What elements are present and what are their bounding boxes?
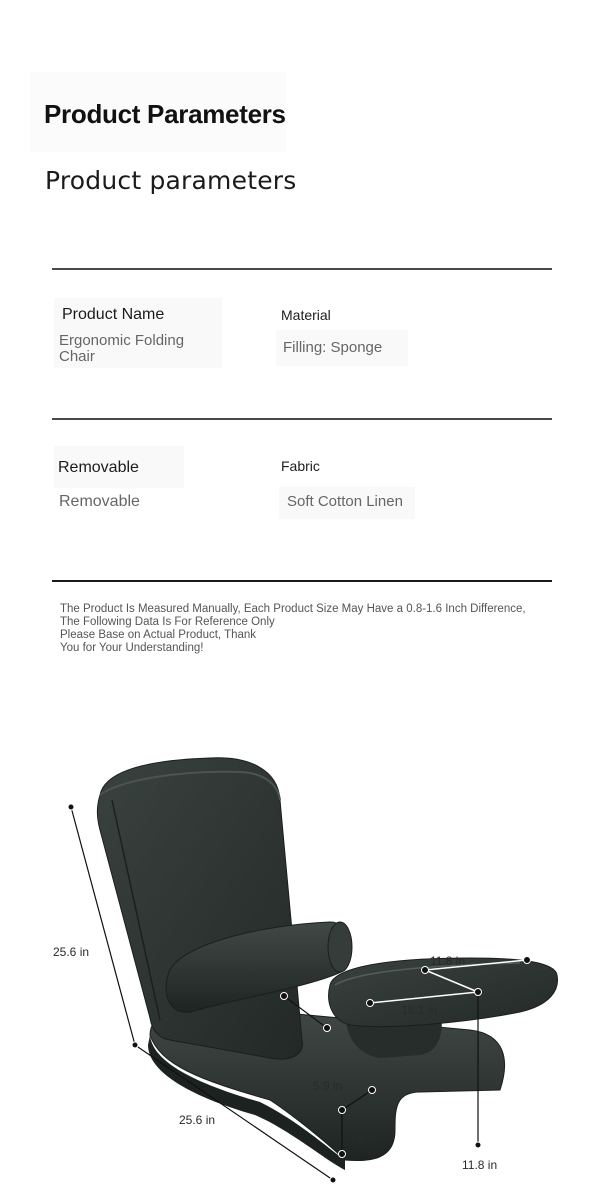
product-name-label: Product Name	[62, 306, 165, 323]
removable-label: Removable	[58, 459, 139, 476]
note-line-4: You for Your Understanding!	[60, 642, 204, 654]
dim-pillow-length: 11.8 in	[264, 1016, 300, 1030]
dim-armrest-width: 11.8 in	[430, 954, 466, 968]
removable-value: Removable	[59, 493, 140, 510]
dim-armrest-height: 11.8 in	[462, 1158, 498, 1172]
pillow-end	[328, 922, 352, 972]
dim-cushion-height: 3.9 in	[348, 1133, 378, 1147]
dim-back-height: 25.6 in	[53, 945, 90, 959]
chair-diagram	[0, 700, 603, 1200]
material-label: Material	[281, 307, 331, 323]
backrest	[97, 758, 302, 1059]
fabric-value: Soft Cotton Linen	[287, 493, 403, 510]
fabric-label: Fabric	[281, 458, 320, 474]
divider-bottom	[52, 580, 552, 582]
note-line-3: Please Base on Actual Product, Thank	[60, 629, 257, 641]
measurement-note	[60, 603, 560, 655]
divider-top	[52, 268, 552, 270]
product-name-value: Ergonomic Folding Chair	[59, 332, 185, 365]
page-subtitle: Product parameters	[45, 166, 297, 195]
dim-seat-length: 25.6 in	[179, 1113, 216, 1127]
dim-seat-thickness: 5.9 in	[313, 1079, 343, 1093]
divider-middle	[52, 418, 552, 420]
note-line-1: The Product Is Measured Manually, Each Product Size May Have a 0.8-1.6 Inch Difference,	[60, 603, 526, 615]
dim-armrest-length: 18.1 in	[401, 1003, 438, 1017]
note-line-2: The Following Data Is For Reference Only	[60, 616, 275, 628]
material-value: Filling: Sponge	[283, 339, 383, 356]
page-title: Product Parameters	[44, 99, 286, 129]
